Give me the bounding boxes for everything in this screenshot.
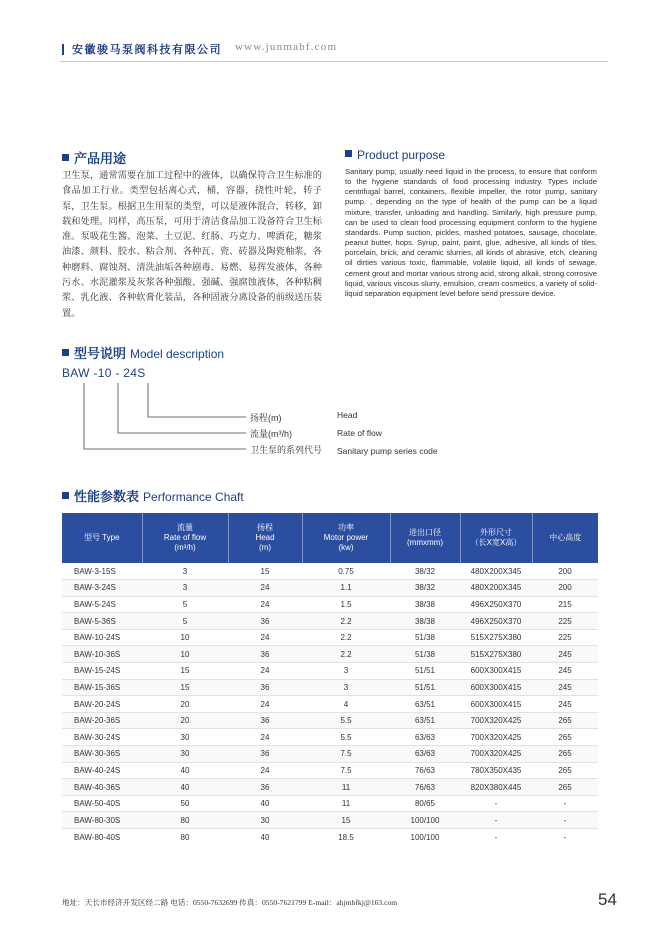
table-cell: 245 (532, 696, 598, 713)
table-cell: 50 (142, 795, 228, 812)
table-cell: - (532, 812, 598, 829)
table-cell: - (460, 812, 532, 829)
table-cell: 51/38 (390, 646, 460, 663)
col-header-flow: 流量 Rate of flow (m³/h) (142, 513, 228, 563)
table-row (62, 646, 598, 663)
table-cell: BAW-10-36S (62, 646, 142, 663)
table-cell: 225 (532, 629, 598, 646)
table-row (62, 596, 598, 613)
table-row (62, 795, 598, 812)
table-cell: 11 (302, 795, 390, 812)
table-cell: 18.5 (338, 832, 354, 842)
table-cell: 30 (228, 812, 302, 829)
purpose-body-en: Sanitary pump, usually need liquid in the process, to ensure that conform to the hygiene standards of food processing industry. Types include centrifugal barrel, containers, flexible impeller, the rotor pump, sanitary pump. , depending on the type of health of the pump can be a liquid mixture, transfer, unloading and handling. Similarly, high pressure pump, can be used to clean food processing equipment conform to the hygiene standards. Pump suction, pickles, mashed potatoes, sausage, chocolate, peanut butter, hops. Syrup, paint, paint, glue, adhesive, all kinds of tiles, porcelain, brick, and ceramic slurries, all kinds of abrasive, etch, cleaning oil dirties various toxic, flammable, volatile liquid, all kinds of sewage, cement grout and mortar various strong acid, strong alkali, strong corrosive liquid, various viscous slurry, emulsion, cream cosmetics, a variety of solid-liquid separation equipment level before send pressure device. (345, 167, 597, 298)
leader-line-series (84, 383, 246, 449)
table-cell: - (532, 795, 598, 812)
purpose-title-en: Product purpose (345, 148, 445, 162)
table-cell: BAW-15-36S (62, 679, 142, 696)
table-cell: 245 (532, 646, 598, 663)
table-cell: 496X250X370 (460, 613, 532, 630)
leader-line-flow (118, 383, 246, 433)
table-cell: 63/51 (390, 696, 460, 713)
table-cell: 24 (228, 729, 302, 746)
table-cell: 30 (142, 729, 228, 746)
table-row (62, 663, 598, 680)
table-cell: 36 (228, 679, 302, 696)
table-cell: 780X350X435 (460, 762, 532, 779)
table-cell: 80/65 (390, 795, 460, 812)
table-row (62, 629, 598, 646)
table-cell: - (563, 832, 567, 842)
table-cell: 40 (142, 762, 228, 779)
table-cell: 0.75 (302, 563, 390, 580)
table-cell: BAW-30-24S (62, 729, 142, 746)
table-row (62, 613, 598, 630)
model-code-head: - 24S (115, 366, 146, 380)
performance-table-body (62, 563, 598, 845)
model-label-flow-en: Rate of flow (337, 428, 382, 438)
table-cell: BAW-80-40S (74, 832, 121, 842)
table-cell: 496X250X370 (460, 596, 532, 613)
table-cell: BAW-30-36S (62, 746, 142, 763)
table-row (62, 679, 598, 696)
table-cell: 600X300X415 (460, 663, 532, 680)
table-cell: 700X320X425 (460, 746, 532, 763)
table-cell: 245 (532, 679, 598, 696)
table-cell: 38/32 (390, 580, 460, 597)
table-cell: 10 (142, 629, 228, 646)
company-website: www.junmabf.com (235, 41, 338, 53)
table-cell: 15 (142, 679, 228, 696)
table-cell: 11 (302, 779, 390, 796)
table-cell: 40 (228, 795, 302, 812)
table-cell: BAW-10-24S (62, 629, 142, 646)
table-cell: 10 (142, 646, 228, 663)
table-cell: 76/63 (390, 762, 460, 779)
purpose-title-cn: 产品用途 (62, 148, 126, 167)
table-cell: 15 (142, 663, 228, 680)
table-cell: 24 (228, 663, 302, 680)
table-row (62, 812, 598, 829)
table-cell: 100/100 (390, 812, 460, 829)
table-cell: 265 (532, 746, 598, 763)
table-cell: BAW-40-24S (62, 762, 142, 779)
table-cell: 515X275X380 (460, 646, 532, 663)
page-header (60, 38, 608, 62)
table-cell: 265 (532, 762, 598, 779)
table-cell: 63/51 (390, 712, 460, 729)
table-cell: 1.1 (302, 580, 390, 597)
table-cell: 600X300X415 (460, 679, 532, 696)
table-cell: 51/38 (390, 629, 460, 646)
table-cell: 24 (228, 696, 302, 713)
table-cell: BAW-20-36S (62, 712, 142, 729)
table-cell: 38/32 (390, 563, 460, 580)
table-cell: 36 (228, 646, 302, 663)
table-cell: 700X320X425 (460, 712, 532, 729)
table-cell: BAW-80-30S (62, 812, 142, 829)
table-cell: 700X320X425 (460, 729, 532, 746)
table-cell: 265 (532, 712, 598, 729)
table-cell: BAW-15-24S (62, 663, 142, 680)
table-cell: BAW-3-15S (62, 563, 142, 580)
table-cell: 480X200X345 (460, 563, 532, 580)
table-row (62, 563, 598, 580)
table-cell: 3 (142, 580, 228, 597)
table-cell: 63/63 (390, 729, 460, 746)
table-cell: 5 (142, 613, 228, 630)
table-cell: 36 (228, 613, 302, 630)
table-cell: 265 (532, 729, 598, 746)
table-row (62, 779, 598, 796)
table-cell: 265 (532, 779, 598, 796)
performance-table (62, 513, 598, 845)
table-cell: 200 (532, 580, 598, 597)
table-cell: 2.2 (302, 629, 390, 646)
table-cell: BAW-50-40S (62, 795, 142, 812)
table-cell: 200 (532, 563, 598, 580)
model-label-head-cn: 扬程(m) (250, 413, 282, 423)
table-cell: 30 (142, 746, 228, 763)
col-header-head: 扬程 Head (m) (228, 513, 302, 563)
section-square-icon (62, 492, 69, 499)
footer-contact: 地址：天长市经济开发区经二路 电话：0550-7632699 传真：0550-7621799 E-mail：ahjmbfkj@163.com (62, 898, 398, 907)
model-code-series: BAW (62, 366, 90, 380)
table-cell: 225 (532, 613, 598, 630)
table-cell: 5.5 (302, 729, 390, 746)
company-name: 安徽骏马泵阀科技有限公司 (72, 44, 222, 56)
table-cell: 5 (142, 596, 228, 613)
table-cell: 1.5 (302, 596, 390, 613)
model-code-flow: -10 (93, 366, 112, 380)
table-cell: 5.5 (302, 712, 390, 729)
col-header-dimensions: 外形尺寸 （长X宽X高） (460, 513, 532, 563)
table-cell: 3 (142, 563, 228, 580)
col-header-diameter: 进出口径 (mmxmm) (390, 513, 460, 563)
table-cell: - (460, 795, 532, 812)
table-cell: BAW-5-36S (62, 613, 142, 630)
model-title: 型号说明 Model description (62, 343, 224, 362)
table-cell: 24 (228, 629, 302, 646)
table-cell: 51/51 (390, 663, 460, 680)
table-cell: 38/38 (390, 613, 460, 630)
table-cell: BAW-20-24S (62, 696, 142, 713)
table-cell: - (494, 832, 498, 842)
model-code (62, 366, 146, 380)
table-cell: 24 (228, 762, 302, 779)
model-label-flow-cn: 流量(m³/h) (250, 429, 292, 439)
table-cell: 38/38 (390, 596, 460, 613)
table-cell: 24 (228, 580, 302, 597)
table-cell: 245 (532, 663, 598, 680)
section-square-icon (62, 349, 69, 356)
table-row (62, 762, 598, 779)
table-cell: 3 (302, 679, 390, 696)
table-cell: 515X275X380 (460, 629, 532, 646)
table-row (62, 829, 598, 846)
table-cell: 40 (260, 832, 270, 842)
performance-title: 性能参数表 Performance Chaft (62, 486, 244, 505)
table-cell: 480X200X345 (460, 580, 532, 597)
col-header-power: 功率 Motor power (kw) (302, 513, 390, 563)
table-row (62, 712, 598, 729)
table-cell: 3 (302, 663, 390, 680)
model-label-series-en: Sanitary pump series code (337, 446, 438, 456)
table-cell: 63/63 (390, 746, 460, 763)
model-label-series-cn: 卫生泵的系列代号 (250, 445, 323, 455)
table-row (62, 746, 598, 763)
table-cell: 51/51 (390, 679, 460, 696)
purpose-body-cn: 卫生泵，通常需要在加工过程中的液体，以确保符合卫生标准的食品加工行业。类型包括离心式，桶，容器，挠性叶轮，转子泵，卫生泵。根据卫生用泵的类型，可以是液体混合，转移，卸载和处理。同样，高压泵，可用于清洁食品加工设备符合卫生标准。泵吸花生酱、泡菜、土豆泥、红肠、巧克力、啤酒花，糖浆油漆、颜料、胶水、粘合剂、各种瓦、瓷、砖器及陶瓷釉浆，各种磨料、腐蚀剂、清洗油垢各种剧毒、易燃、易挥发液体，各种污水、水泥灌浆及灰浆各种强酸、强碱、强腐蚀液体，各种粘稠浆、乳化液、各种软膏化装品，各种固液分离设备的前级送压装置。 (62, 170, 322, 318)
table-row (62, 696, 598, 713)
table-cell: 215 (532, 596, 598, 613)
table-cell: 7.5 (302, 762, 390, 779)
table-cell: 7.5 (302, 746, 390, 763)
table-cell: 80 (180, 832, 190, 842)
table-cell: 36 (228, 712, 302, 729)
table-cell: 2.2 (302, 613, 390, 630)
table-cell: 820X380X445 (460, 779, 532, 796)
page-number: 54 (598, 890, 617, 909)
leader-line-head (148, 383, 246, 417)
table-cell: 15 (302, 812, 390, 829)
section-square-icon (345, 150, 352, 157)
table-cell: BAW-3-24S (62, 580, 142, 597)
table-cell: BAW-5-24S (62, 596, 142, 613)
table-cell: 600X300X415 (460, 696, 532, 713)
table-cell: 36 (228, 779, 302, 796)
table-cell: 36 (228, 746, 302, 763)
table-cell: BAW-40-36S (62, 779, 142, 796)
header-bar (62, 44, 64, 55)
table-cell: 80 (142, 812, 228, 829)
table-cell: 4 (302, 696, 390, 713)
table-cell: 20 (142, 696, 228, 713)
model-label-head-en: Head (337, 410, 358, 420)
col-header-type: 型号 Type (62, 513, 142, 563)
table-cell: 76/63 (390, 779, 460, 796)
section-square-icon (62, 154, 69, 161)
table-cell: 2.2 (302, 646, 390, 663)
table-cell: 100/100 (410, 832, 440, 842)
table-cell: 24 (228, 596, 302, 613)
table-header-row (62, 513, 598, 563)
table-cell: 40 (142, 779, 228, 796)
col-header-center-height: 中心高度 (532, 513, 598, 563)
table-row (62, 580, 598, 597)
table-row (62, 729, 598, 746)
table-cell: 20 (142, 712, 228, 729)
table-cell: 15 (228, 563, 302, 580)
